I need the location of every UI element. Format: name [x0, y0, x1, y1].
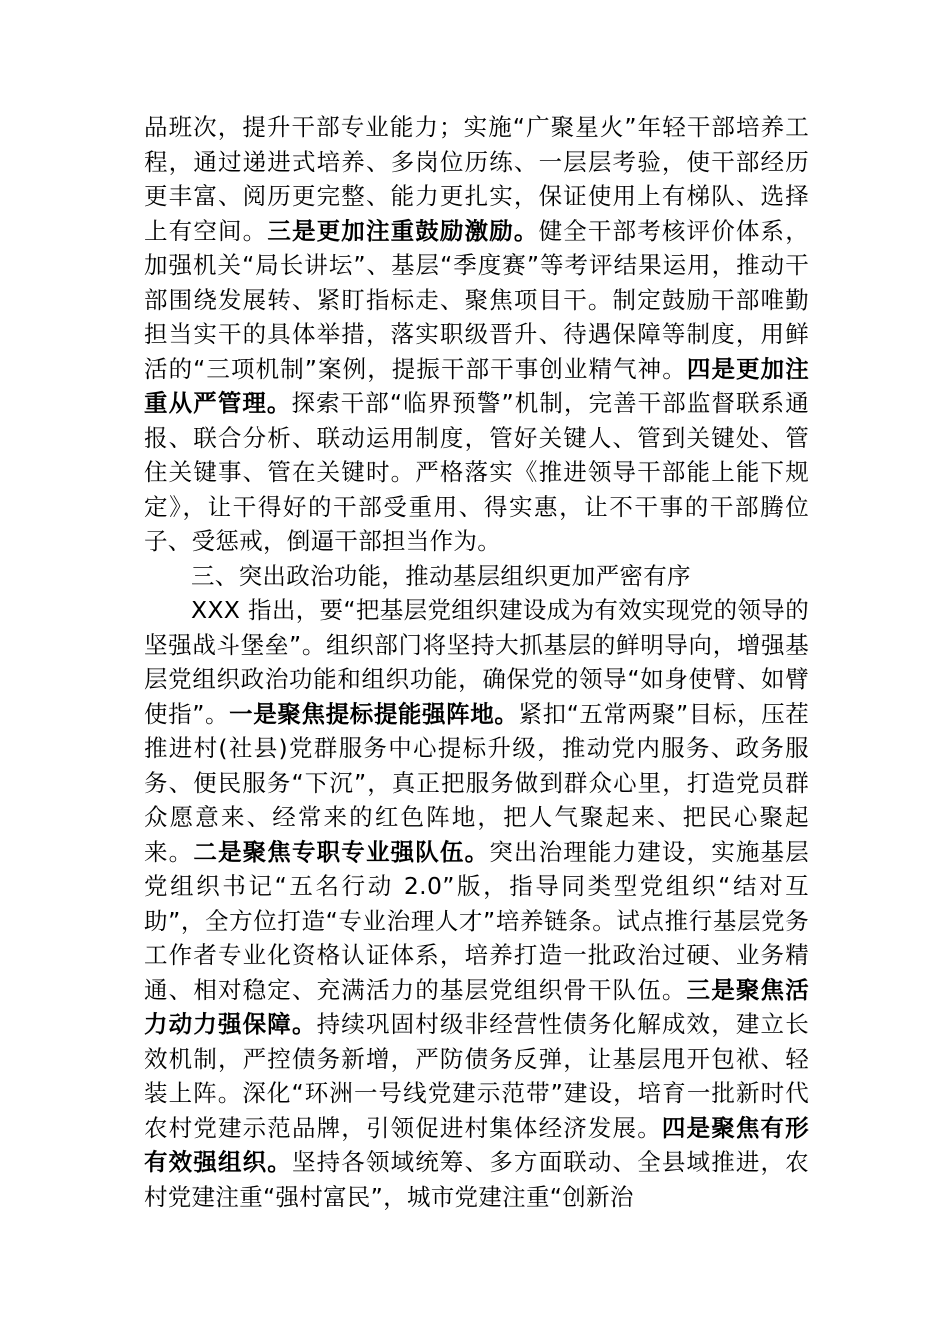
- paragraph-text: 持续巩固村级非经营性债务化解成效，建立长效机制，严控债务新增，严防债务反弹，让基层甩开包袱、轻装上阵。深化“环洲一号线党建示范带”建设，培育一批新时代农村党建示范品牌，引领促进村集体经济发展。: [144, 1010, 810, 1142]
- section-heading: 三、突出政治功能，推动基层组织更加严密有序: [191, 561, 691, 590]
- paragraph-text: 品班次，提升干部专业能力；实施“广聚星火”年轻干部培养工程，通过递进式培养、多岗位历练、一层层考验，使干部经历更丰富、阅历更完整、能力更扎实，保证使用上有梯队、选择上有空间。: [144, 113, 809, 245]
- paragraph-text: 坚持各领域统筹、多方面联动、全县域推进，农村党建注重“强村富民”，城市党建注重“创新治: [144, 1148, 809, 1211]
- paragraph-cadre-management: [144, 110, 809, 559]
- paragraph-text: XXX 指出，要“把基层党组织建设成为有效实现党的领导的坚强战斗堡垒”。组织部门将坚持大抓基层的鲜明导向，增强基层党组织政治功能和组织功能，确保党的领导“如身使臂、如臂使指”。: [144, 596, 809, 728]
- bold-point-four: 四是聚焦有形有效强组织。: [144, 1113, 809, 1176]
- bold-point-three: 三是更加注重鼓励激励。: [267, 216, 539, 245]
- paragraph-grassroots: [144, 593, 809, 1214]
- paragraph-text: 探索干部“临界预警”机制，完善干部监督联系通报、联合分析、联动运用制度，管好关键人、管到关键处、管住关键事、管在关键时。严格落实《推进领导干部能上能下规定》，让干得好的干部受重用、得实惠，让不干事的干部腾位子、受惩戒，倒逼干部担当作为。: [144, 389, 809, 555]
- bold-point-four: 四是更加注重从严管理。: [144, 354, 810, 417]
- paragraph-text: 紧扣“五常两聚”目标，压茬推进村(社县)党群服务中心提标升级，推动党内服务、政务服务、便民服务“下沉”，真正把服务做到群众心里，打造党员群众愿意来、经常来的红色阵地，把人气聚起来、把民心聚起来。: [144, 699, 810, 866]
- paragraph-text: 健全干部考核评价体系，加强机关“局长讲坛”、基层“季度赛”等考评结果运用，推动干部围绕发展转、紧盯指标走、聚焦项目干。制定鼓励干部唯勤担当实干的具体举措，落实职级晋升、待遇保障等制度，用鲜活的“三项机制”案例，提振干部干事创业精气神。: [144, 216, 809, 383]
- bold-point-three: 三是聚焦活力动力强保障。: [144, 975, 809, 1038]
- bold-point-one: 一是聚焦提标提能强阵地。: [229, 699, 519, 728]
- document-body: [144, 110, 809, 1214]
- paragraph-text: 突出治理能力建设，实施基层党组织书记“五名行动 2.0”版，指导同类型党组织“结对互助”，全方位打造“专业治理人才”培养链条。试点推行基层党务工作者专业化资格认证体系，培养打造一批政治过硬、业务精通、相对稳定、充满活力的基层党组织骨干队伍。: [144, 837, 809, 1004]
- bold-point-two: 二是聚焦专职专业强队伍。: [193, 837, 490, 866]
